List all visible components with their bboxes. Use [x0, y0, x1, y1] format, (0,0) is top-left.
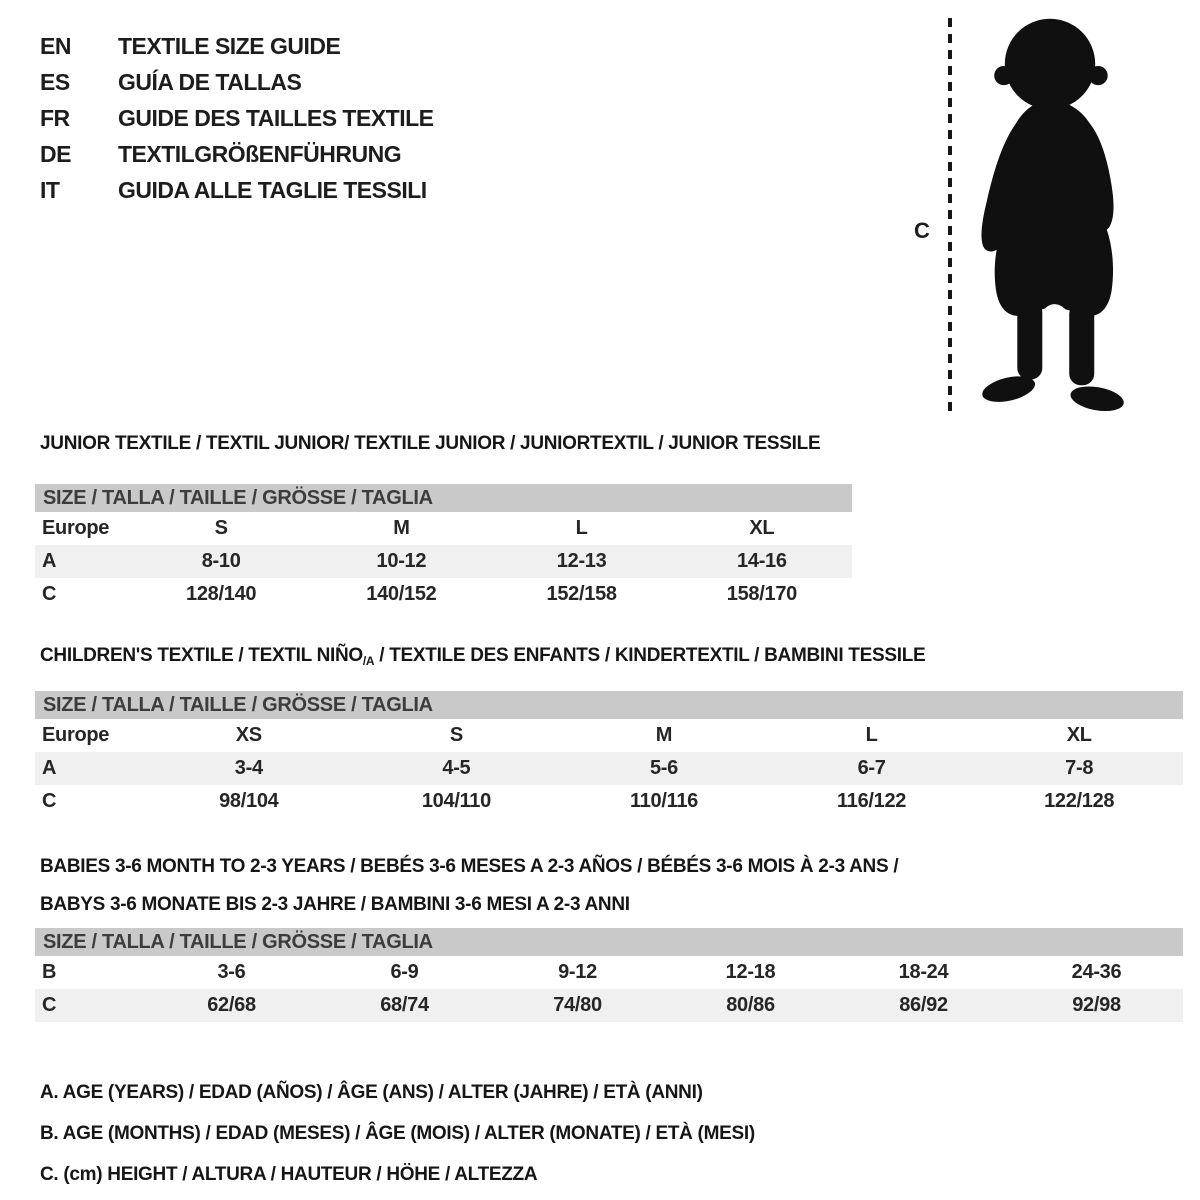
height-cell: 158/170 [726, 583, 797, 605]
children-size-table [35, 691, 1183, 818]
row-label: C [42, 790, 57, 812]
section-title-junior: JUNIOR TEXTILE / TEXTIL JUNIOR/ TEXTILE JUNIOR / JUNIORTEXTIL / JUNIOR TESSILE [40, 433, 821, 454]
lang-code: ES [40, 68, 70, 95]
baby-silhouette-icon [960, 14, 1140, 418]
size-header-bar [35, 928, 1183, 956]
title-line2: BABYS 3-6 MONATE BIS 2-3 JAHRE / BAMBINI 3-6 MESI A 2-3 ANNI [40, 894, 630, 915]
lang-title: GUIDA ALLE TAGLIE TESSILI [118, 176, 427, 203]
lang-code: EN [40, 32, 71, 59]
height-cell: 68/74 [380, 994, 429, 1016]
height-cell: 110/116 [629, 790, 698, 812]
size-cell: M [655, 724, 673, 746]
size-cell: XS [235, 724, 262, 746]
size-header-bar [35, 691, 1183, 719]
title-text: / TEXTILE DES ENFANTS / KINDERTEXTIL / BAMBINI TESSILE [374, 645, 926, 666]
table-row-height [35, 989, 1183, 1022]
height-cell: 62/68 [207, 994, 256, 1016]
table-row-height [35, 578, 852, 611]
legend-line-c: C. (cm) HEIGHT / ALTURA / HAUTEUR / HÖHE / ALTEZZA [40, 1163, 538, 1185]
age-cell: 10-12 [376, 550, 427, 572]
row-label: C [42, 994, 57, 1016]
lang-row-fr [40, 100, 434, 136]
height-measure-dashed-line [948, 18, 952, 416]
size-header-text: SIZE / TALLA / TAILLE / GRÖSSE / TAGLIA [43, 486, 433, 509]
height-cell: 140/152 [366, 583, 437, 605]
height-cell: 98/104 [219, 790, 279, 812]
height-cell: 80/86 [726, 994, 775, 1016]
height-cell: 122/128 [1044, 790, 1115, 812]
legend-line-b: B. AGE (MONTHS) / EDAD (MESES) / ÂGE (MOIS) / ALTER (MONATE) / ETÀ (MESI) [40, 1122, 755, 1144]
lang-row-en [40, 28, 434, 64]
size-cell: S [214, 517, 228, 539]
section-title-babies [40, 848, 1040, 924]
height-cell: 86/92 [899, 994, 948, 1016]
legend-line-a: A. AGE (YEARS) / EDAD (AÑOS) / ÂGE (ANS) / ALTER (JAHRE) / ETÀ (ANNI) [40, 1081, 703, 1103]
lang-title: GUIDE DES TAILLES TEXTILE [118, 104, 434, 131]
age-cell: 6-7 [857, 757, 886, 779]
lang-row-es [40, 64, 434, 100]
language-title-block [40, 28, 434, 208]
row-label: B [42, 961, 57, 983]
size-cell: XL [749, 517, 775, 539]
age-cell: 5-6 [649, 757, 678, 779]
size-cell: L [865, 724, 878, 746]
age-cell: 14-16 [737, 550, 787, 572]
lang-code: IT [40, 176, 60, 203]
age-cell: 4-5 [442, 757, 471, 779]
height-cell: 116/122 [837, 790, 907, 812]
measure-legend [40, 1072, 755, 1195]
row-label: A [42, 550, 57, 572]
row-label: C [42, 583, 57, 605]
age-cell: 8-10 [201, 550, 241, 572]
title-line1: BABIES 3-6 MONTH TO 2-3 YEARS / BEBÉS 3-6 MESES A 2-3 AÑOS / BÉBÉS 3-6 MOIS À 2-3 ANS / [40, 856, 899, 877]
title-text: CHILDREN'S TEXTILE / TEXTIL NIÑO [40, 645, 363, 666]
height-measure-label: C [914, 218, 930, 243]
row-label: Europe [42, 517, 110, 539]
age-cell: 7-8 [1065, 757, 1094, 779]
table-row-europe [35, 512, 852, 545]
size-header-bar [35, 484, 852, 512]
lang-code: DE [40, 140, 71, 167]
months-cell: 24-36 [1071, 961, 1122, 983]
section-title-children [40, 645, 925, 668]
months-cell: 12-18 [725, 961, 776, 983]
table-row-age [35, 752, 1183, 785]
months-cell: 9-12 [558, 961, 597, 983]
height-cell: 152/158 [546, 583, 617, 605]
table-row-height [35, 785, 1183, 818]
table-row-europe [35, 719, 1183, 752]
size-header-text: SIZE / TALLA / TAILLE / GRÖSSE / TAGLIA [43, 693, 433, 716]
size-cell: S [449, 724, 463, 746]
table-row-age [35, 545, 852, 578]
lang-title: TEXTILE SIZE GUIDE [118, 32, 341, 59]
height-cell: 104/110 [421, 790, 491, 812]
row-label: Europe [42, 724, 110, 746]
size-cell: L [575, 517, 588, 539]
height-cell: 92/98 [1072, 994, 1121, 1016]
lang-row-it [40, 172, 434, 208]
size-header-text: SIZE / TALLA / TAILLE / GRÖSSE / TAGLIA [43, 930, 433, 953]
lang-title: TEXTILGRÖßENFÜHRUNG [118, 140, 402, 167]
age-cell: 3-4 [234, 757, 263, 779]
months-cell: 6-9 [390, 961, 419, 983]
babies-size-table [35, 928, 1183, 1022]
lang-row-de [40, 136, 434, 172]
height-cell: 74/80 [553, 994, 602, 1016]
height-cell: 128/140 [186, 583, 257, 605]
months-cell: 18-24 [898, 961, 949, 983]
table-row-months [35, 956, 1183, 989]
lang-code: FR [40, 104, 70, 131]
lang-title: GUÍA DE TALLAS [118, 68, 302, 95]
title-subscript: /A [362, 654, 375, 668]
junior-size-table [35, 484, 852, 611]
size-cell: XL [1066, 724, 1092, 746]
size-cell: M [393, 517, 410, 539]
row-label: A [42, 757, 57, 779]
age-cell: 12-13 [556, 550, 607, 572]
months-cell: 3-6 [217, 961, 246, 983]
